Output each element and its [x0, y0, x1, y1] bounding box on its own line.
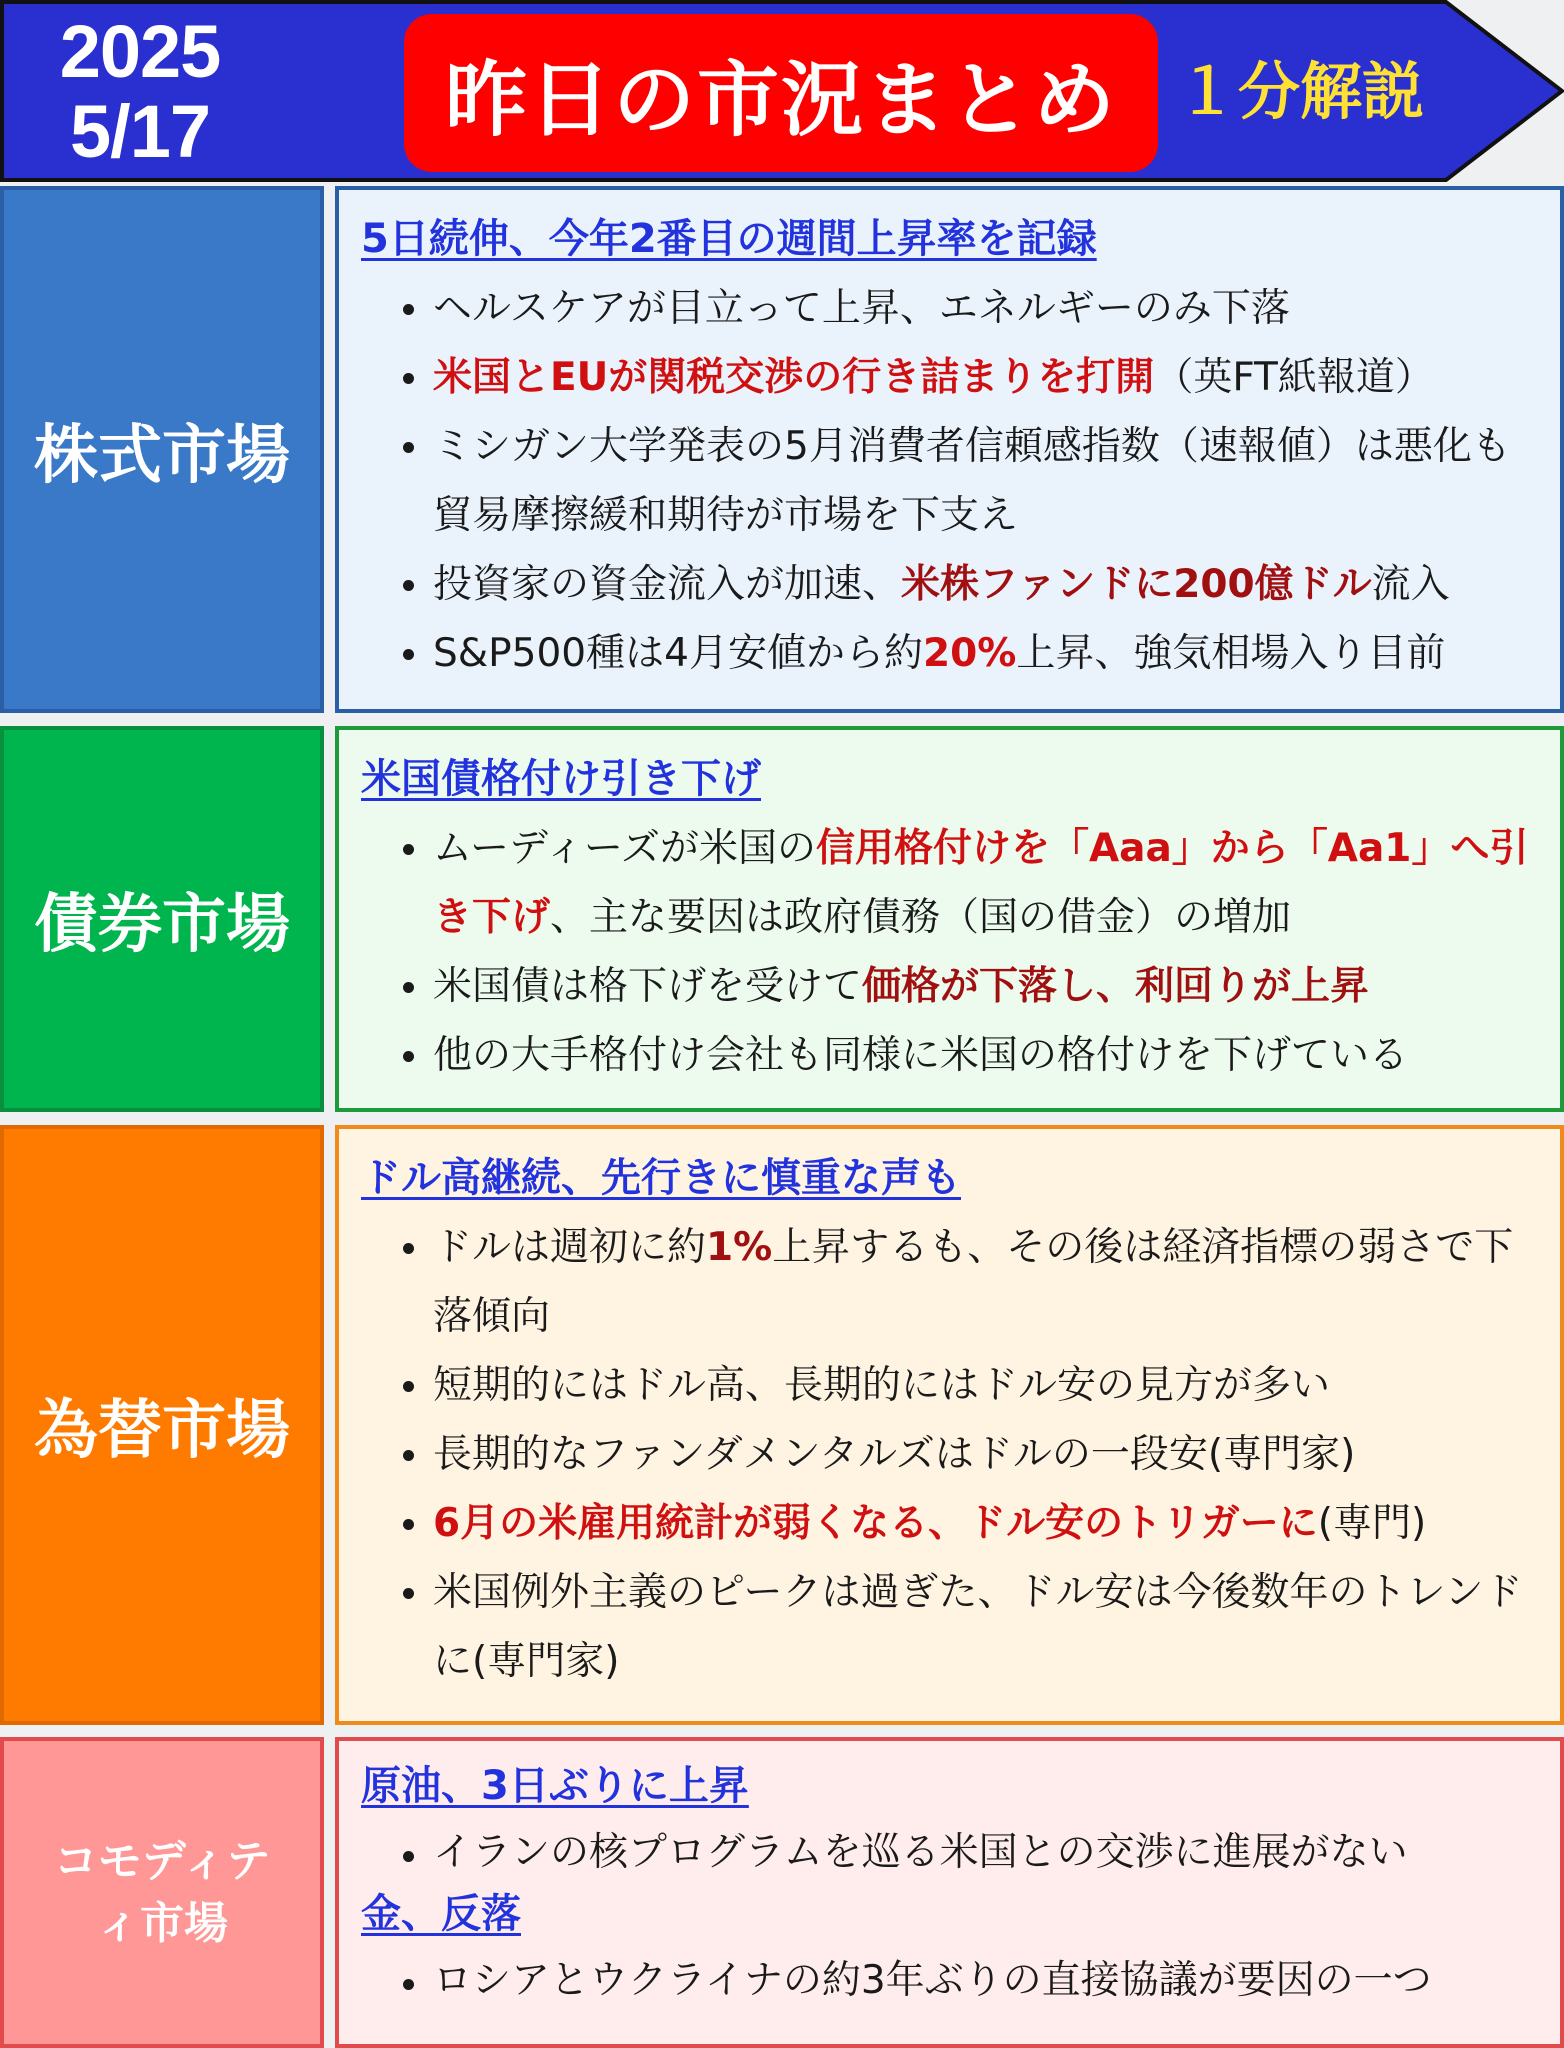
section-heading-gold[interactable]: 金、反落: [361, 1891, 521, 1937]
list-item: 米国とEUが関税交渉の行き詰まりを打開（英FT紙報道）: [361, 343, 1546, 412]
list-item: 短期的にはドル高、長期的にはドル安の見方が多い: [361, 1351, 1546, 1420]
list-item: 投資家の資金流入が加速、米株ファンドに200億ドル流入: [361, 550, 1546, 619]
bullet-list-stock: [361, 274, 1546, 688]
list-item: 他の大手格付け会社も同様に米国の格付けを下げている: [361, 1021, 1546, 1090]
list-item: ヘルスケアが目立って上昇、エネルギーのみ下落: [361, 274, 1546, 343]
list-item: 米国例外主義のピークは過ぎた、ドル安は今後数年のトレンドに(専門家): [361, 1558, 1546, 1696]
bullet-list-gold: [361, 1949, 1546, 2013]
date-day: 5/17: [69, 90, 211, 173]
date-badge: [40, 12, 240, 172]
page-title: 昨日の市況まとめ: [404, 14, 1158, 172]
section-heading-stock[interactable]: 5日続伸、今年2番目の週間上昇率を記録: [361, 216, 1097, 262]
page-subtitle: １分解説: [1176, 55, 1425, 128]
list-item: 米国債は格下げを受けて価格が下落し、利回りが上昇: [361, 952, 1546, 1021]
list-item: 6月の米雇用統計が弱くなる、ドル安のトリガーに(専門): [361, 1489, 1546, 1558]
section-label-stock: 株式市場: [0, 186, 324, 713]
list-item: イランの核プログラムを巡る米国との交渉に進展がない: [361, 1821, 1546, 1885]
section-stock-market: [0, 186, 1564, 713]
list-item: 長期的なファンダメンタルズはドルの一段安(専門家): [361, 1420, 1546, 1489]
section-heading-fx[interactable]: ドル高継続、先行きに慎重な声も: [361, 1155, 961, 1201]
section-heading-bond[interactable]: 米国債格付け引き下げ: [361, 756, 761, 802]
section-fx-market: [0, 1125, 1564, 1725]
bullet-list-bond: [361, 814, 1546, 1090]
date-year: 2025: [59, 10, 221, 93]
list-item: ミシガン大学発表の5月消費者信頼感指数（速報値）は悪化も貿易摩擦緩和期待が市場を下支え: [361, 412, 1546, 550]
section-commodity-market: [0, 1737, 1564, 2048]
section-label-commodity: [0, 1737, 324, 2048]
list-item: S&P500種は4月安値から約20%上昇、強気相場入り目前: [361, 619, 1546, 688]
section-heading-oil[interactable]: 原油、3日ぶりに上昇: [361, 1763, 749, 1809]
section-label-bond: 債券市場: [0, 726, 324, 1112]
section-label-fx: 為替市場: [0, 1125, 324, 1725]
section-content-fx: [335, 1125, 1564, 1725]
section-content-bond: [335, 726, 1564, 1112]
list-item: ドルは週初に約1%上昇するも、その後は経済指標の弱さで下落傾向: [361, 1213, 1546, 1351]
bullet-list-fx: [361, 1213, 1546, 1696]
section-bond-market: [0, 726, 1564, 1112]
header-banner: [0, 0, 1564, 182]
list-item: ムーディーズが米国の信用格付けを「Aaa」から「Aa1」へ引き下げ、主な要因は政府債務（国の借金）の増加: [361, 814, 1546, 952]
section-label-line: コモディテ: [53, 1835, 271, 1887]
section-content-commodity: [335, 1737, 1564, 2048]
section-label-line: ィ市場: [95, 1897, 228, 1949]
section-content-stock: [335, 186, 1564, 713]
bullet-list-oil: [361, 1821, 1546, 1885]
list-item: ロシアとウクライナの約3年ぶりの直接協議が要因の一つ: [361, 1949, 1546, 2013]
